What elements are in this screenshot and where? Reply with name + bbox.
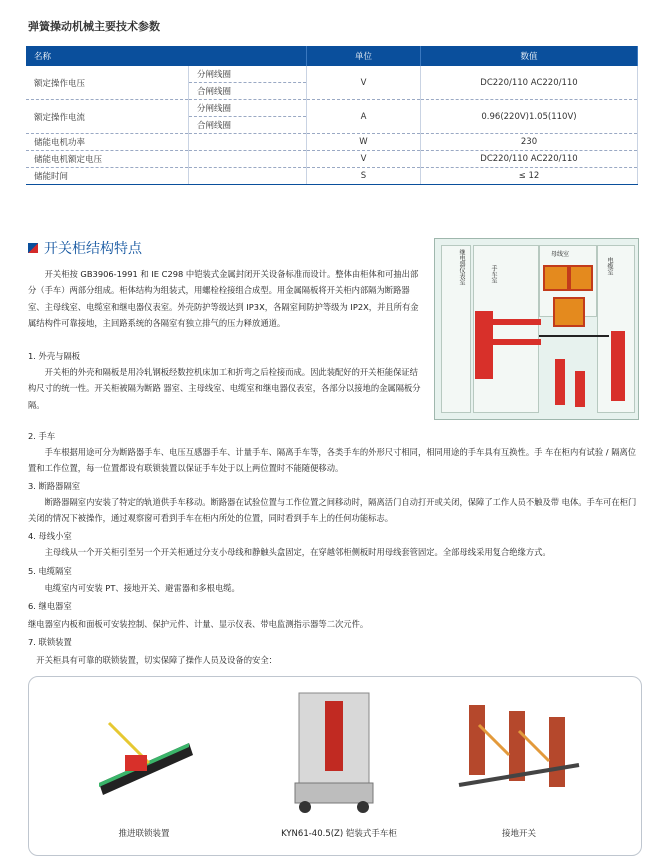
- header-value: 数值: [421, 46, 638, 66]
- product-caption: KYN61-40.5(Z) 铠装式手车柜: [281, 829, 397, 839]
- item-text: 主母线从一个开关柜引至另一个开关柜通过分支小母线和静触头盒固定，在穿越邻柜侧板时用母线套管固定。全部母线采用复合绝缘方式。: [44, 547, 551, 557]
- cabinet-base: [295, 783, 373, 803]
- row-unit: V: [307, 66, 421, 100]
- earthing-switch-red: [555, 359, 565, 405]
- cabinet-red-pole: [325, 701, 343, 771]
- insulator: [469, 705, 485, 775]
- interlock-device-image: [89, 703, 199, 813]
- busbar-block: [543, 265, 569, 291]
- item-text: 断路器隔室内安装了特定的轨道供手车移动。断路器在试验位置与工作位置之间移动时，隔离活门自动打开或关闭，保障了工作人员不触及带 电体。手车可在柜门关闭的情况下被操作，通过观察窗可看到手车在柜内所处的位置，同时看到手车上的任何功能标志。: [28, 497, 637, 524]
- arrester-red: [575, 371, 585, 407]
- item-text: 开关柜的外壳和隔板是用冷轧钢板经数控机床加工和折弯之后栓接而成。因此装配好的开关柜能保证结构尺寸的统一性。开关柜被隔为断路 器室、主母线室、电缆室和继电器仪表室，各部分以接地的金属隔板分隔。: [28, 367, 421, 410]
- shaft-line: [539, 335, 609, 337]
- wheel: [299, 801, 311, 813]
- busbar-room-label: 母线室: [551, 251, 570, 258]
- spec-table: [26, 46, 638, 185]
- busbar-block: [569, 265, 593, 291]
- row-name: 额定操作电流: [26, 100, 189, 134]
- spec-table-header: [26, 46, 638, 66]
- item-heading: 3. 断路器隔室: [28, 481, 81, 491]
- row-sub: 合闸线圈: [189, 83, 307, 100]
- row-value: DC220/110 AC220/110: [421, 66, 638, 100]
- spec-section-title: 弹簧操动机械主要技术参数: [28, 20, 160, 33]
- current-transformer-block: [553, 297, 585, 327]
- row-sub-empty: [189, 151, 307, 168]
- intro-paragraph: 开关柜按 GB3906-1991 和 IE C298 中铠装式金属封闭开关设备标准而设计。整体由柜体和可抽出部分（手车）两部分组成。柜体结构为组装式，用螺栓栓接组合成型。用金属隔板将开关柜内部隔为断路器室、主母线室、电缆室和继电器仪表室。外壳防护等级达到 IP3X，各隔室间防护等级为 IP2X，并且所有金属结构件可靠接地，主回路系统的各隔室有独立排气的压力释放通道。: [28, 269, 419, 328]
- row-sub-empty: [189, 134, 307, 151]
- insulator: [509, 711, 525, 781]
- breaker-truck-red: [475, 311, 493, 379]
- row-value: DC220/110 AC220/110: [421, 151, 638, 168]
- row-sub: 合闸线圈: [189, 117, 307, 134]
- row-unit: A: [307, 100, 421, 134]
- row-name: 额定操作电压: [26, 66, 189, 100]
- truck-arm: [493, 319, 541, 325]
- item-heading: 4. 母线小室: [28, 531, 72, 541]
- row-name: 储能电机额定电压: [26, 151, 189, 168]
- section-marker-icon: [28, 243, 38, 253]
- product-caption: 推进联锁装置: [118, 829, 170, 839]
- item-heading: 5. 电缆隔室: [28, 566, 72, 576]
- item-text: 开关柜具有可靠的联锁装置，切实保障了操作人员及设备的安全：: [36, 655, 277, 665]
- header-name: 名称: [26, 46, 307, 66]
- item-heading: 7. 联锁装置: [28, 637, 72, 647]
- row-name: 储能时间: [26, 168, 189, 185]
- cable-room-label: 电缆室: [606, 257, 613, 275]
- item-text: 手车根据用途可分为断路器手车、电压互感器手车、计量手车、隔离手车等，各类手车的外形尺寸相同，相同用途的手车具有互换性。手 车在柜内有试验 / 隔离位置和工作位置，每一位置都设有联锁装置以保证手车处于以上两位置时不能随便移动。: [28, 447, 637, 474]
- row-value: 230: [421, 134, 638, 151]
- structure-section-title: [28, 238, 142, 258]
- insulator: [549, 717, 565, 787]
- row-name: 储能电机功率: [26, 134, 189, 151]
- switchgear-cutaway-diagram: [434, 238, 639, 420]
- table-row: [26, 151, 638, 168]
- products-frame: [28, 676, 642, 856]
- row-unit: W: [307, 134, 421, 151]
- relay-room-label: 继电器仪表室: [458, 249, 465, 285]
- item-text: 电缆室内可安装 PT、接地开关、避雷器和多根电缆。: [44, 583, 240, 593]
- row-unit: V: [307, 151, 421, 168]
- row-value: ≤ 12: [421, 168, 638, 185]
- item-text: 继电器室内板和面板可安装控制、保护元件、计量、显示仪表、带电监测指示器等二次元件。: [28, 619, 369, 629]
- interlock-block: [125, 755, 147, 771]
- header-unit: 单位: [307, 46, 421, 66]
- wheel: [357, 801, 369, 813]
- cable-terminal-red: [611, 331, 625, 401]
- row-sub: 分闸线圈: [189, 100, 307, 117]
- table-row: [26, 66, 638, 83]
- item-heading: 1. 外壳与隔板: [28, 351, 81, 361]
- table-row: [26, 100, 638, 117]
- structure-title-text: 开关柜结构特点: [44, 241, 142, 257]
- table-row: [26, 168, 638, 185]
- truck-arm: [493, 339, 541, 345]
- row-sub-empty: [189, 168, 307, 185]
- item-heading: 2. 手车: [28, 431, 56, 441]
- product-caption: 接地开关: [501, 829, 536, 839]
- table-row: [26, 134, 638, 151]
- row-unit: S: [307, 168, 421, 185]
- row-sub: 分闸线圈: [189, 66, 307, 83]
- truck-room-label: 手车室: [490, 265, 497, 283]
- handcart-cabinet-image: [279, 687, 389, 817]
- row-value: 0.96(220V)1.05(110V): [421, 100, 638, 134]
- item-heading: 6. 继电器室: [28, 601, 72, 611]
- earthing-switch-image: [449, 695, 589, 815]
